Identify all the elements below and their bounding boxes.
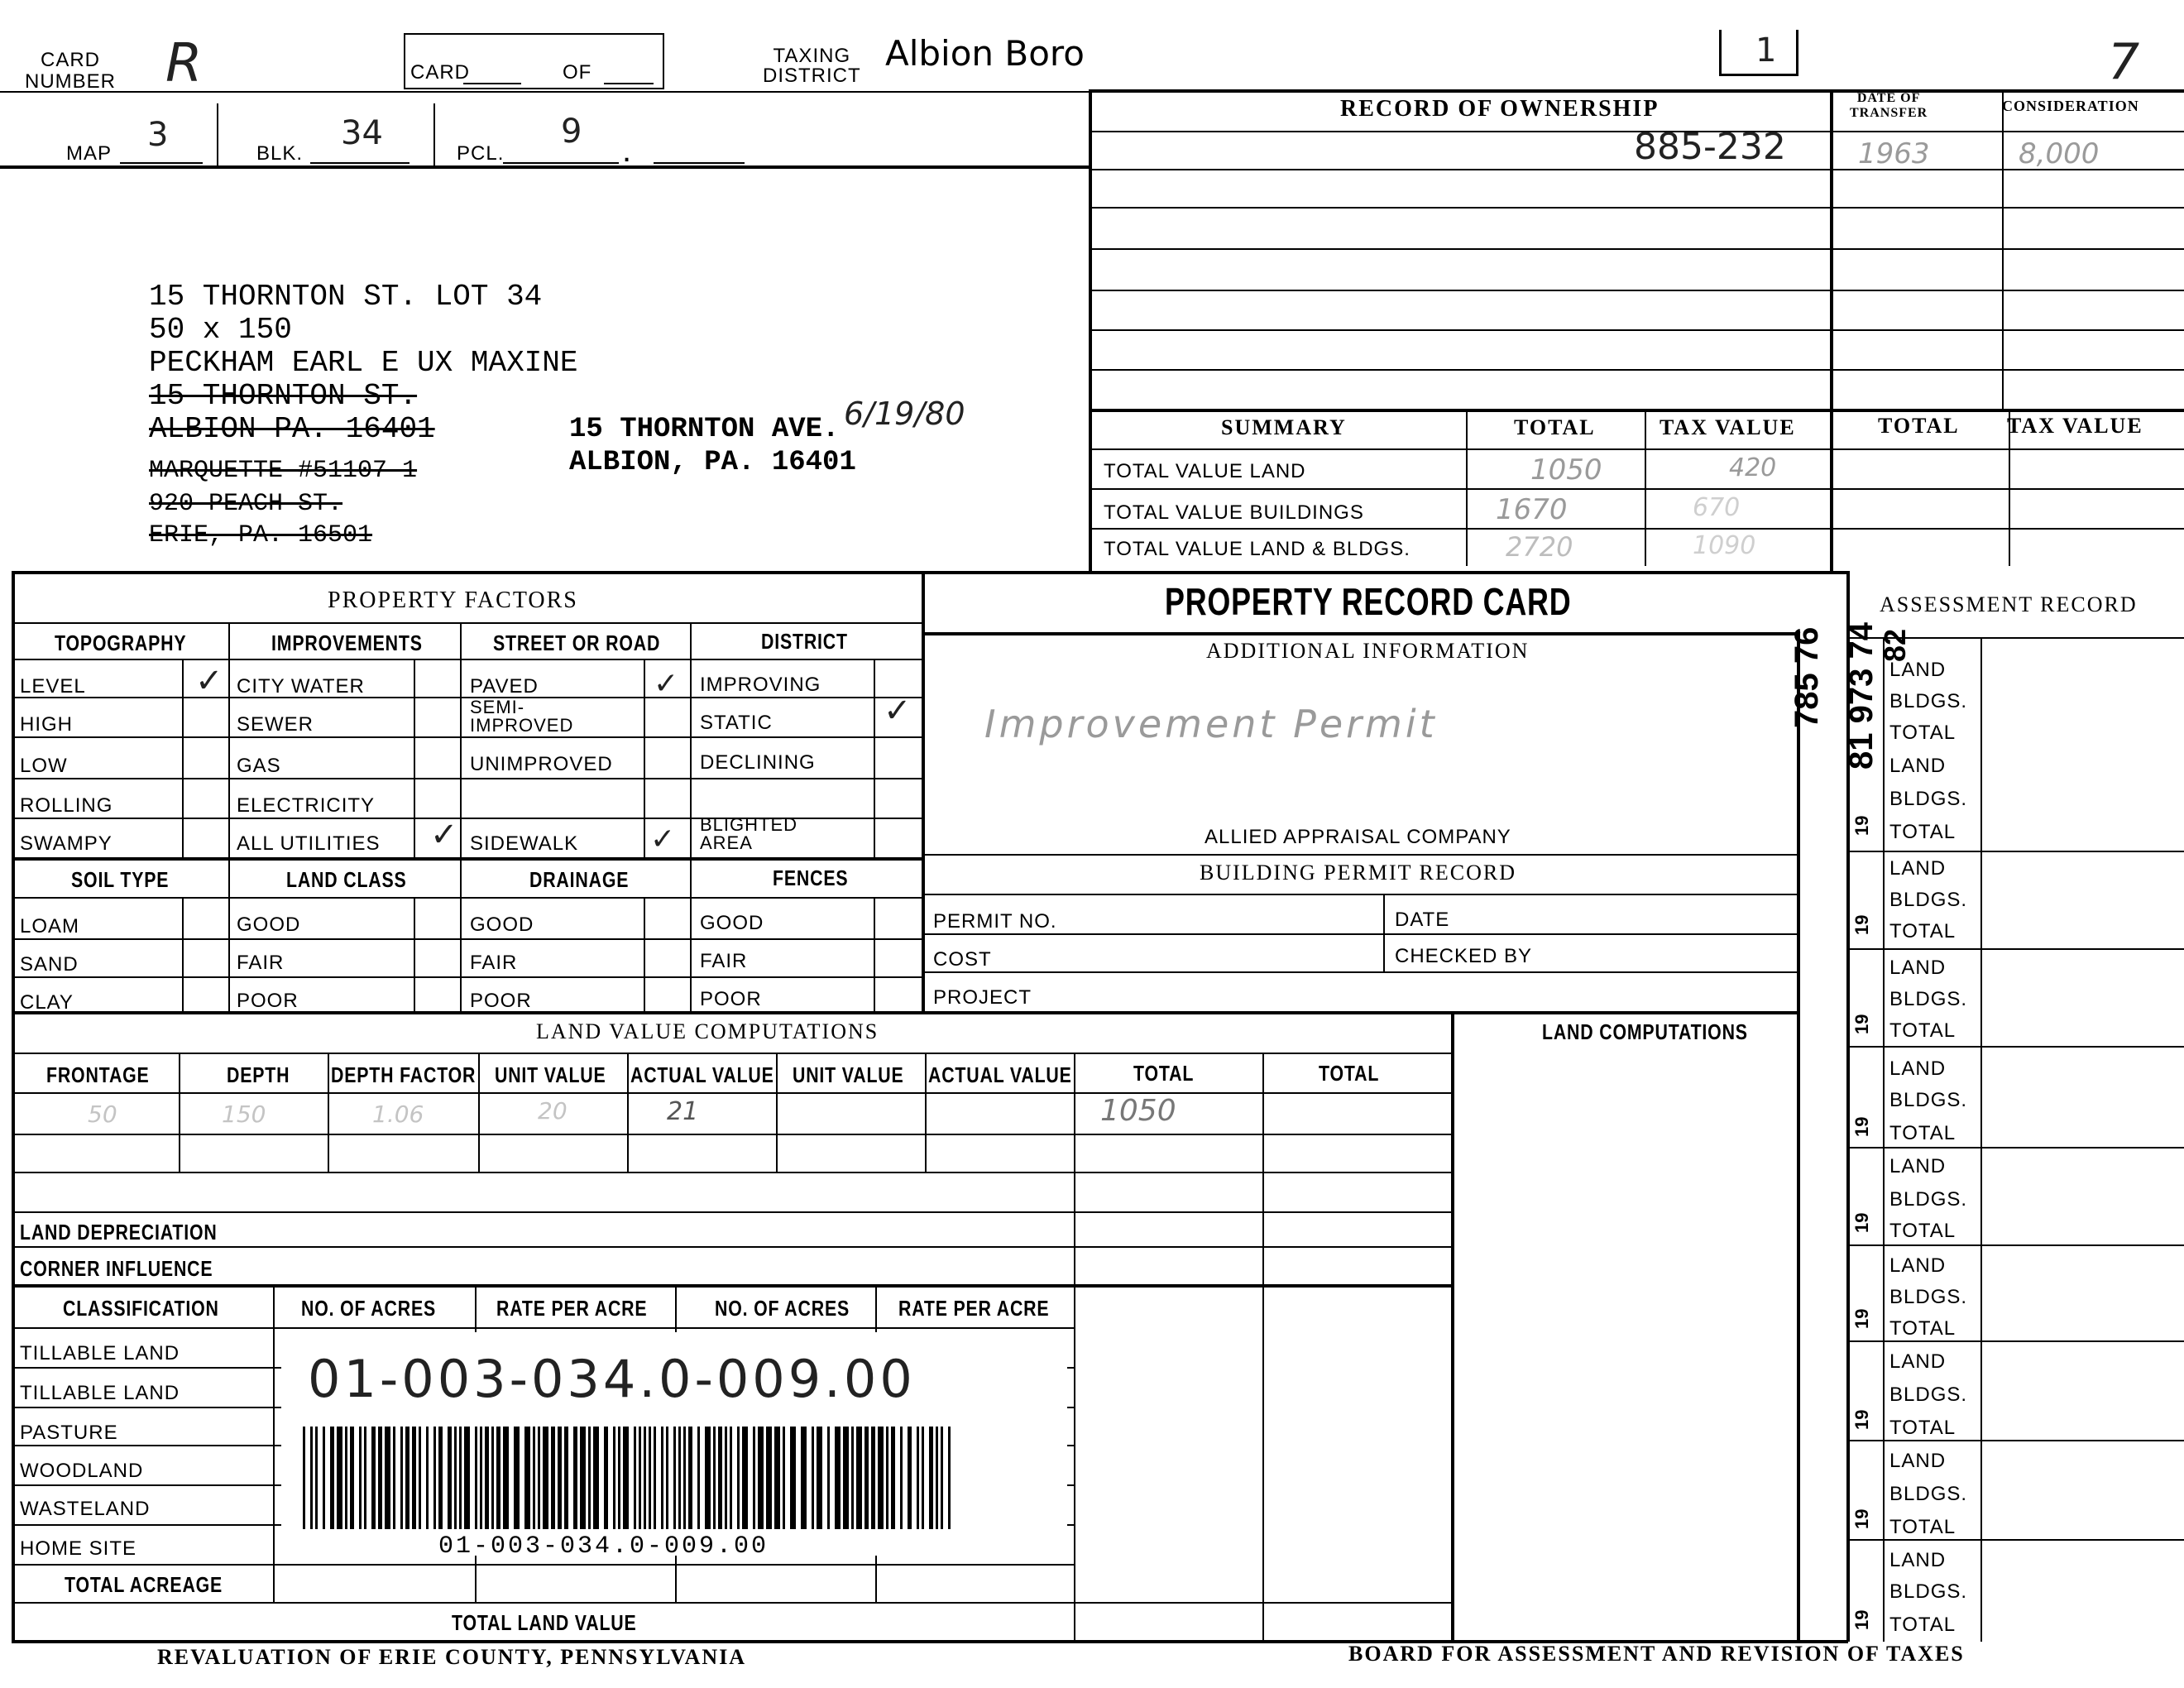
assess-year-7: 19 [1851,1409,1872,1430]
rule-assess-b6 [1848,1244,2184,1246]
assess-4-land: LAND [1889,957,1947,979]
assess-year-2: 19 [1851,914,1872,935]
assess-6-bldgs: BLDGS. [1889,1188,1968,1211]
corner-number: 7 [2108,33,2140,91]
permit-no-label: PERMIT NO. [933,910,1057,933]
pf-header-fences: FENCES [773,866,849,890]
land-class-good: GOOD [237,914,301,936]
pcl-blank-2 [654,162,745,164]
rule-prc-appraiser [922,854,1798,856]
fences-good: GOOD [700,912,764,934]
class-header-acres: NO. OF ACRES [301,1296,437,1321]
assess-year-9: 19 [1851,1609,1872,1630]
rule-pf-title [12,622,922,624]
old-address-4: 920 PEACH ST. [149,490,343,518]
summary-col-total-2: TOTAL [1878,414,1960,438]
pcl-blank [503,162,619,164]
old-address-2: ALBION PA. 16401 [149,412,435,446]
rule-pf-chk3 [644,659,645,857]
rule-lvc-title [12,1053,1451,1054]
check-level: ✓ [195,662,223,700]
assess-6-land: LAND [1889,1155,1947,1177]
ownership-ref: 885-232 [1634,126,1786,168]
old-address-1: 15 THORNTON ST. [149,379,418,413]
taxing-district-label: TAXING DISTRICT [763,45,861,87]
rule-own-4 [1090,290,2184,291]
lvc-depth-value: 150 [222,1101,266,1128]
ownership-consideration: 8,000 [2019,137,2100,170]
rule-top [0,91,1090,93]
taxing-district-value: Albion Boro [885,33,1085,74]
ownership-title: RECORD OF OWNERSHIP [1340,96,1660,122]
lvc-unit-value: 20 [538,1097,568,1125]
assess-4-total: TOTAL [1889,1019,1956,1042]
summary-row-land: TOTAL VALUE LAND [1104,460,1306,482]
lvc-header-actual-value: ACTUAL VALUE [630,1062,774,1087]
district-static: STATIC [700,712,773,734]
class-header-rate-2: RATE PER ACRE [898,1296,1050,1321]
check-sidewalk: ✓ [650,822,676,856]
stamp-year-2: 81 973 74 [1843,622,1880,770]
rule-lvc-c5 [776,1053,778,1173]
rule-pf-chk1 [182,659,184,857]
address-line-1: 15 THORNTON ST. LOT 34 [149,280,543,314]
assess-9-land: LAND [1889,1450,1947,1472]
map-label: MAP [66,142,113,165]
imp-sewer: SEWER [237,713,314,736]
rule-sum-r2 [1090,528,2184,530]
rule-pf-r2 [12,736,922,738]
new-address-2: ALBION, PA. 16401 [569,447,856,478]
assess-5-bldgs: BLDGS. [1889,1089,1968,1111]
soil-loam: LOAM [20,915,80,938]
assess-1-land: LAND [1889,659,1947,681]
ownership-date: 1963 [1858,137,1930,170]
rule-class-hdr [12,1327,1074,1329]
rule-body-top [12,571,1846,574]
pf-header-land-class: LAND CLASS [286,867,407,892]
summary-title: SUMMARY [1221,415,1347,439]
assess-10-land: LAND [1889,1549,1947,1571]
land-computations-label: LAND COMPUTATIONS [1542,1019,1748,1044]
stamp-year-3: 82 [1878,628,1912,662]
rule-pf-hdr [12,659,922,660]
rule-assess-b5 [1848,1147,2184,1149]
card-of-label: CARD [410,61,471,84]
summary-bldg-tax: 670 [1693,493,1741,522]
rule-sum-r1 [1090,488,2184,490]
property-record-card-title: PROPERTY RECORD CARD [1165,580,1572,623]
lvc-frontage-value: 50 [88,1101,117,1128]
lvc-total-value: 1050 [1100,1094,1176,1128]
assess-2-bldgs: BLDGS. [1889,788,1968,810]
rule-lvc-right [1451,1011,1454,1642]
assess-2-total: TOTAL [1889,821,1956,843]
rule-sum-1 [1466,409,1468,566]
assess-8-bldgs: BLDGS. [1889,1383,1968,1406]
rule-assess-hdr [1848,637,2184,639]
rule-soil-chk4 [874,897,875,1013]
permit-date-label: DATE [1395,909,1450,931]
address-line-2: 50 x 150 [149,313,292,347]
summary-both-total: 2720 [1506,531,1573,563]
rule-pf-chk2 [414,659,415,857]
topo-level: LEVEL [20,675,86,698]
appraiser-name: ALLIED APPRAISAL COMPANY [1205,826,1511,848]
street-unimproved: UNIMPROVED [470,753,613,775]
check-static: ✓ [884,692,912,730]
rule-class-c1 [273,1284,275,1604]
barcode-printed-number: 01-003-034.0-009.00 [438,1532,769,1561]
district-improving: IMPROVING [700,674,821,696]
rule-lvc-c7 [1074,1053,1075,1642]
imp-gas: GAS [237,755,281,777]
rule-assess-b8 [1848,1440,2184,1441]
assess-5-total: TOTAL [1889,1122,1956,1144]
footer-right: BOARD FOR ASSESSMENT AND REVISION OF TAXES [1348,1642,1965,1666]
blk-blank [310,162,410,164]
assess-year-1: 19 [1851,815,1872,836]
assess-7-total: TOTAL [1889,1317,1956,1340]
footer-left: REVALUATION OF ERIE COUNTY, PENNSYLVANIA [157,1645,747,1669]
summary-land-tax: 420 [1729,453,1777,482]
permit-project-label: PROJECT [933,986,1032,1009]
rule-lvc-c3 [478,1053,480,1173]
date-of-transfer-label: DATE OF TRANSFER [1850,91,1928,120]
soil-clay: CLAY [20,991,74,1014]
pf-header-soil: SOIL TYPE [71,867,170,892]
permit-cost-label: COST [933,948,992,971]
consideration-label: CONSIDERATION [2002,98,2139,114]
rule-lvc-r2 [12,1172,1451,1173]
class-tillable-2: TILLABLE LAND [20,1382,180,1404]
soil-sand: SAND [20,953,79,976]
new-address-date: 6/19/80 [844,396,965,432]
lvc-header-total-2: TOTAL [1319,1061,1380,1086]
lvc-header-unit-value-2: UNIT VALUE [793,1062,904,1087]
of-label: OF [563,61,592,84]
summary-land-total: 1050 [1530,453,1602,487]
imp-all-utilities: ALL UTILITIES [237,832,381,855]
pf-header-street: STREET OR ROAD [493,631,661,655]
rule-parcel-bottom [0,165,1090,169]
class-tillable-1: TILLABLE LAND [20,1342,180,1364]
topo-low: LOW [20,755,68,777]
rule-lvc-hdr [12,1092,1451,1094]
blk-label: BLK. [256,142,304,165]
summary-col-total: TOTAL [1514,415,1596,439]
summary-col-tax-2: TAX VALUE [2007,414,2143,438]
card-blank-2 [604,83,654,84]
assess-7-bldgs: BLDGS. [1889,1286,1968,1308]
card-number-label: CARD NUMBER [25,49,117,93]
card-blank-1 [463,83,521,84]
check-paved: ✓ [654,667,679,701]
rule-assess-outer-left [1797,632,1800,1642]
blk-value: 34 [341,114,383,152]
assess-5-land: LAND [1889,1057,1947,1080]
property-factors-title: PROPERTY FACTORS [328,587,578,613]
map-blank [120,162,203,164]
assess-year-4: 19 [1851,1116,1872,1137]
rule-pf-r1 [12,697,922,698]
rule-permit-r1 [922,933,1798,935]
rule-pf-r3 [12,778,922,779]
lvc-actual-value: 21 [667,1097,699,1126]
land-class-poor: POOR [237,990,299,1012]
rule-lvc-c6 [925,1053,927,1173]
rule-lvc-c1 [179,1053,180,1173]
owner-name: PECKHAM EARL E UX MAXINE [149,346,578,380]
topo-high: HIGH [20,713,73,736]
assess-7-land: LAND [1889,1254,1947,1277]
rule-lvc-c2 [328,1053,329,1173]
assess-year-5: 19 [1851,1212,1872,1233]
imp-city-water: CITY WATER [237,675,365,698]
assess-4-bldgs: BLDGS. [1889,988,1968,1010]
check-all-utilities: ✓ [430,816,458,854]
assess-8-total: TOTAL [1889,1417,1956,1439]
pf-header-drainage: DRAINAGE [529,867,630,892]
total-land-value-label: TOTAL LAND VALUE [452,1610,637,1635]
rule-permit-title [922,894,1798,895]
rule-lvc-r4 [12,1246,1451,1248]
pf-header-topography: TOPOGRAPHY [55,631,187,655]
rule-sum-2 [1645,409,1646,566]
lvc-header-frontage: FRONTAGE [46,1062,150,1087]
street-semi-improved: SEMI- IMPROVED [470,697,574,736]
summary-row-bldg: TOTAL VALUE BUILDINGS [1104,501,1364,524]
lvc-header-depth-factor: DEPTH FACTOR [331,1062,477,1087]
rule-assess-b3 [1848,948,2184,950]
district-blighted-area: BLIGHTED AREA [700,814,798,853]
rule-soil-r1 [12,938,922,940]
barcode-icon [303,1427,956,1529]
corner-influence-label: CORNER INFLUENCE [20,1256,213,1281]
rule-pf-right [922,571,925,1013]
class-header-rate: RATE PER ACRE [496,1296,648,1321]
fences-fair: FAIR [700,950,748,972]
drainage-poor: POOR [470,990,532,1012]
old-address-5: ERIE, PA. 16501 [149,521,373,549]
rule-soil-chk1 [182,897,184,1013]
rule-prc-title [922,632,1798,635]
fences-poor: POOR [700,988,762,1010]
assess-year-6: 19 [1851,1308,1872,1329]
class-header-acres-2: NO. OF ACRES [715,1296,850,1321]
lvc-header-depth: DEPTH [227,1062,290,1087]
rule-lvc-r5 [12,1284,1451,1288]
pf-header-improvements: IMPROVEMENTS [271,631,423,655]
lvc-header-total: TOTAL [1133,1061,1195,1086]
class-header-classification: CLASSIFICATION [63,1296,219,1321]
new-address-1: 15 THORNTON AVE. [569,414,840,445]
rule-assess-left [1846,571,1850,1642]
summary-both-tax: 1090 [1693,531,1756,560]
topo-rolling: ROLLING [20,794,113,817]
rule-own-2 [1090,207,2184,209]
summary-bldg-total: 1670 [1496,493,1568,526]
rule-soil-hdr [12,897,922,899]
class-pasture: PASTURE [20,1422,118,1444]
rule-lvc-c8 [1262,1053,1264,1642]
lvc-depth-factor-value: 1.06 [372,1101,424,1128]
land-class-fair: FAIR [237,952,285,974]
rule-summary-top [1090,409,2184,412]
assess-10-total: TOTAL [1889,1614,1956,1636]
class-home-site: HOME SITE [20,1537,137,1560]
permit-checked-by-label: CHECKED BY [1395,945,1533,967]
rule-sum-hdr [1090,448,2184,450]
rule-map [217,103,218,165]
pcl-label: PCL. [457,142,505,165]
rule-assess-label [1980,637,1982,1642]
imp-electricity: ELECTRICITY [237,794,376,817]
street-paved: PAVED [470,675,539,698]
rule-own-5 [1090,329,2184,331]
summary-col-tax: TAX VALUE [1660,415,1796,439]
drainage-good: GOOD [470,914,534,936]
permit-title: BUILDING PERMIT RECORD [1200,861,1516,885]
map-value: 3 [147,116,169,154]
rule-soil-chk2 [414,897,415,1013]
rule-soil-chk3 [644,897,645,1013]
additional-info-label: ADDITIONAL INFORMATION [1206,639,1530,663]
rule-pf-chk4 [874,659,875,857]
drainage-fair: FAIR [470,952,518,974]
class-wasteland: WASTELAND [20,1498,151,1520]
pf-header-district: DISTRICT [761,629,848,654]
pcl-dot: . [622,132,632,169]
district-declining: DECLINING [700,751,816,774]
assess-3-land: LAND [1889,857,1947,880]
lvc-header-actual-value-2: ACTUAL VALUE [928,1062,1072,1087]
assess-1-total: TOTAL [1889,722,1956,744]
rule-own-6 [1090,369,2184,371]
assess-6-total: TOTAL [1889,1220,1956,1242]
rule-top-right [1090,89,2184,93]
land-depreciation-label: LAND DEPRECIATION [20,1220,218,1244]
rule-lvc-r3 [12,1211,1451,1213]
rule-blk [433,103,435,165]
rule-class-r6 [12,1564,1074,1566]
rule-assess-b2 [1848,851,2184,852]
rule-soil-r2 [12,976,922,978]
box-number-value: 1 [1755,31,1777,70]
rule-assess-b9 [1848,1539,2184,1541]
assess-9-total: TOTAL [1889,1516,1956,1538]
assessment-title: ASSESSMENT RECORD [1880,592,2138,616]
assess-3-bldgs: BLDGS. [1889,889,1968,911]
rule-assess-b4 [1848,1046,2184,1048]
assess-2-land: LAND [1889,755,1947,777]
rule-assess-b7 [1848,1340,2184,1342]
assess-year-3: 19 [1851,1014,1872,1034]
additional-info-handwriting: Improvement Permit [984,702,1438,746]
pcl-value: 9 [561,113,582,151]
assess-3-total: TOTAL [1889,920,1956,942]
card-number-value: R [165,33,203,94]
assess-8-land: LAND [1889,1350,1947,1373]
rule-assess-year [1883,637,1885,1642]
rule-body-left [12,571,15,1642]
rule-permit-r2 [922,971,1798,973]
rule-lvc-top [12,1011,1798,1014]
lvc-header-unit-value: UNIT VALUE [495,1062,606,1087]
topo-swampy: SWAMPY [20,832,113,855]
assess-year-8: 19 [1851,1508,1872,1529]
old-address-3: MARQUETTE #51107-1 [149,457,418,485]
summary-row-both: TOTAL VALUE LAND & BLDGS. [1104,538,1410,560]
stamp-year-1: 785 76 [1789,626,1825,728]
barcode-handwritten-number: 01-003-034.0-009.00 [308,1349,916,1409]
assess-10-bldgs: BLDGS. [1889,1580,1968,1603]
total-acreage-label: TOTAL ACREAGE [65,1572,223,1597]
rule-lvc-r1 [12,1134,1451,1135]
street-sidewalk: SIDEWALK [470,832,579,855]
land-value-title: LAND VALUE COMPUTATIONS [536,1019,879,1043]
assess-9-bldgs: BLDGS. [1889,1483,1968,1505]
rule-class-r7 [12,1602,1451,1604]
rule-own-3 [1090,248,2184,250]
rule-pf-r5 [12,857,922,861]
class-woodland: WOODLAND [20,1460,144,1482]
assess-1-bldgs: BLDGS. [1889,690,1968,712]
rule-consideration-left [2002,89,2004,412]
rule-lvc-c4 [627,1053,629,1173]
